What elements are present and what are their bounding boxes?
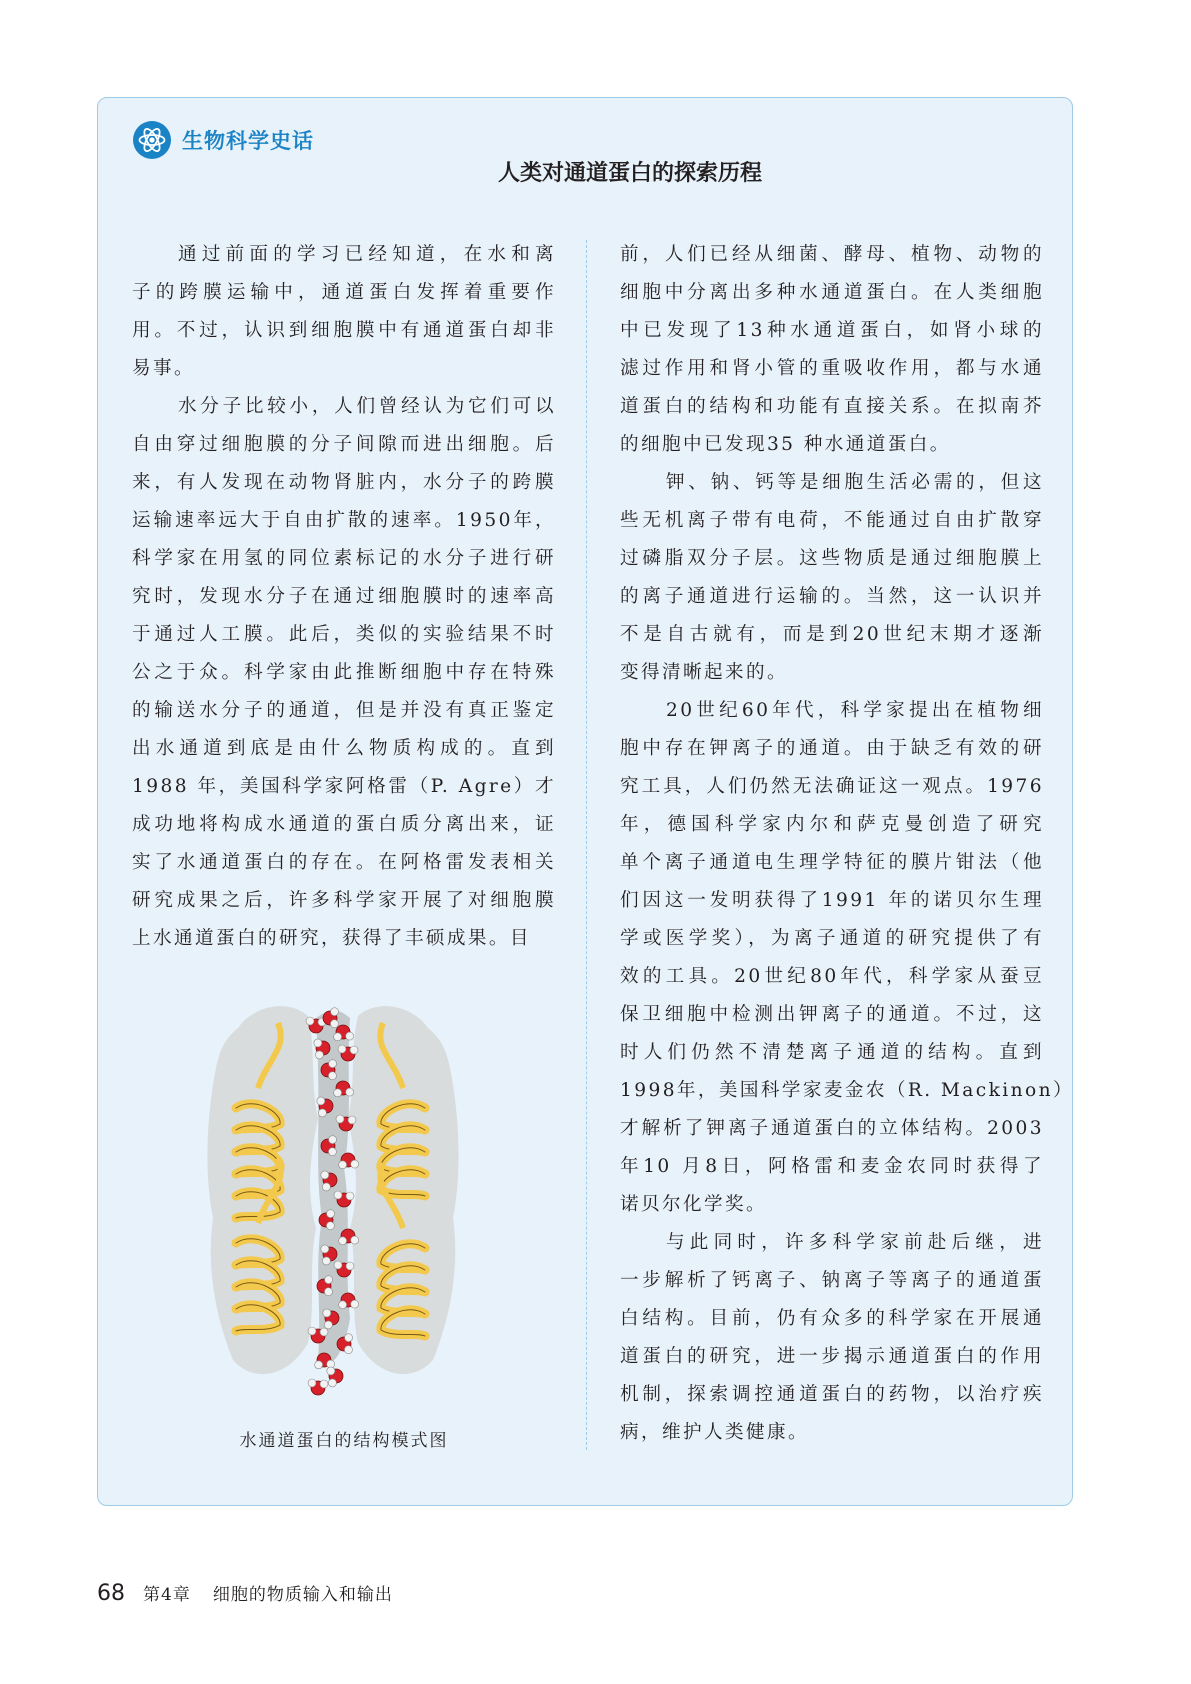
- text-line: 道蛋白的结构和功能有直接关系。在拟南芥: [620, 396, 1044, 417]
- atom-icon: [132, 120, 172, 160]
- text-line: 成功地将构成水通道的蛋白质分离出来，证: [132, 814, 556, 835]
- text-line: 的离子通道进行运输的。当然，这一认识并: [620, 586, 1044, 607]
- text-line: 通过前面的学习已经知道，在水和离: [178, 244, 556, 265]
- text-line: 单个离子通道电生理学特征的膜片钳法（他: [620, 852, 1044, 873]
- text-line: 胞中存在钾离子的通道。由于缺乏有效的研: [620, 738, 1044, 759]
- text-line: 科学家在用氢的同位素标记的水分子进行研: [132, 548, 556, 569]
- aquaporin-figure: [198, 988, 468, 1418]
- text-line: 病，维护人类健康。: [620, 1422, 809, 1443]
- text-line: 于通过人工膜。此后，类似的实验结果不时: [132, 624, 556, 645]
- text-line: 中已发现了13种水通道蛋白，如肾小球的: [620, 320, 1044, 341]
- section-header: [132, 118, 314, 162]
- aquaporin-illustration: [198, 988, 468, 1418]
- text-line: 水分子比较小，人们曾经认为它们可以: [178, 396, 556, 417]
- text-line: 保卫细胞中检测出钾离子的通道。不过，这: [620, 1004, 1044, 1025]
- text-line: 学或医学奖），为离子通道的研究提供了有: [620, 928, 1044, 949]
- text-line: 一步解析了钙离子、钠离子等离子的通道蛋: [620, 1270, 1044, 1291]
- text-line: 运输速率远大于自由扩散的速率。1950年，: [132, 510, 556, 531]
- text-line: 效的工具。20世纪80年代，科学家从蚕豆: [620, 966, 1044, 987]
- text-line: 钾、钠、钙等是细胞生活必需的，但这: [666, 472, 1044, 493]
- text-line: 过磷脂双分子层。这些物质是通过细胞膜上: [620, 548, 1044, 569]
- text-line: 易事。: [132, 358, 195, 379]
- text-line: 用。不过，认识到细胞膜中有通道蛋白却非: [132, 320, 556, 341]
- text-line: 细胞中分离出多种水通道蛋白。在人类细胞: [620, 282, 1044, 303]
- text-line: 诺贝尔化学奖。: [620, 1194, 767, 1215]
- text-line: 公之于众。科学家由此推断细胞中存在特殊: [132, 662, 556, 683]
- water-molecule: [327, 1367, 343, 1387]
- paragraph: [132, 236, 556, 388]
- page-title: 人类对通道蛋白的探索历程: [497, 161, 762, 186]
- paragraph: [620, 1224, 1044, 1452]
- text-line: 滤过作用和肾小管的重吸收作用，都与水通: [620, 358, 1044, 379]
- text-line: 变得清晰起来的。: [620, 662, 788, 683]
- text-line: 机制，探索调控通道蛋白的药物，以治疗疾: [620, 1384, 1044, 1405]
- text-line: 出水通道到底是由什么物质构成的。直到: [132, 738, 556, 759]
- section-label: 生物科学史话: [182, 129, 314, 153]
- text-line: 不是自古就有，而是到20世纪末期才逐渐: [620, 624, 1044, 645]
- column-divider: [586, 240, 587, 1450]
- water-molecule: [308, 1379, 328, 1395]
- page-number: 68: [97, 1581, 125, 1606]
- text-line: 20世纪60年代，科学家提出在植物细: [666, 700, 1044, 721]
- text-line: 白结构。目前，仍有众多的科学家在开展通: [620, 1308, 1044, 1329]
- page-footer: [97, 1580, 393, 1606]
- text-line: 1988 年，美国科学家阿格雷（P. Agre）才: [132, 776, 556, 797]
- text-line: 的细胞中已发现35 种水通道蛋白。: [620, 434, 951, 455]
- text-line: 道蛋白的研究，进一步揭示通道蛋白的作用: [620, 1346, 1044, 1367]
- text-line: 们因这一发明获得了1991 年的诺贝尔生理: [620, 890, 1044, 911]
- text-line: 究工具，人们仍然无法确证这一观点。1976: [620, 776, 1044, 797]
- text-line: 研究成果之后，许多科学家开展了对细胞膜: [132, 890, 556, 911]
- text-line: 自由穿过细胞膜的分子间隙而进出细胞。后: [132, 434, 556, 455]
- text-line: 与此同时，许多科学家前赴后继，进: [666, 1232, 1044, 1253]
- paragraph: [620, 464, 1044, 692]
- text-line: 子的跨膜运输中，通道蛋白发挥着重要作: [132, 282, 556, 303]
- text-line: 些无机离子带有电荷，不能通过自由扩散穿: [620, 510, 1044, 531]
- right-column: [620, 236, 1074, 1452]
- chapter-label: 第4章: [143, 1585, 191, 1605]
- text-line: 时人们仍然不清楚离子通道的结构。直到: [620, 1042, 1044, 1063]
- text-line: 来，有人发现在动物肾脏内，水分子的跨膜: [132, 472, 556, 493]
- text-line: 上水通道蛋白的研究，获得了丰硕成果。目: [132, 928, 531, 949]
- text-line: 究时，发现水分子在通过细胞膜时的速率高: [132, 586, 556, 607]
- text-line: 前，人们已经从细菌、酵母、植物、动物的: [620, 244, 1044, 265]
- text-line: 实了水通道蛋白的存在。在阿格雷发表相关: [132, 852, 556, 873]
- text-line: 1998年，美国科学家麦金农（R. Mackinon）: [620, 1080, 1074, 1101]
- text-line: 年10 月8日，阿格雷和麦金农同时获得了: [620, 1156, 1044, 1177]
- paragraph: [132, 388, 556, 958]
- left-column: [132, 236, 556, 958]
- text-line: 年，德国科学家内尔和萨克曼创造了研究: [620, 814, 1044, 835]
- figure-caption: 水通道蛋白的结构模式图: [239, 1431, 449, 1451]
- paragraph: [620, 692, 1074, 1224]
- chapter-title: 细胞的物质输入和输出: [212, 1585, 393, 1605]
- text-line: 的输送水分子的通道，但是并没有真正鉴定: [132, 700, 556, 721]
- paragraph: [620, 236, 1044, 464]
- text-line: 才解析了钾离子通道蛋白的立体结构。2003: [620, 1118, 1044, 1139]
